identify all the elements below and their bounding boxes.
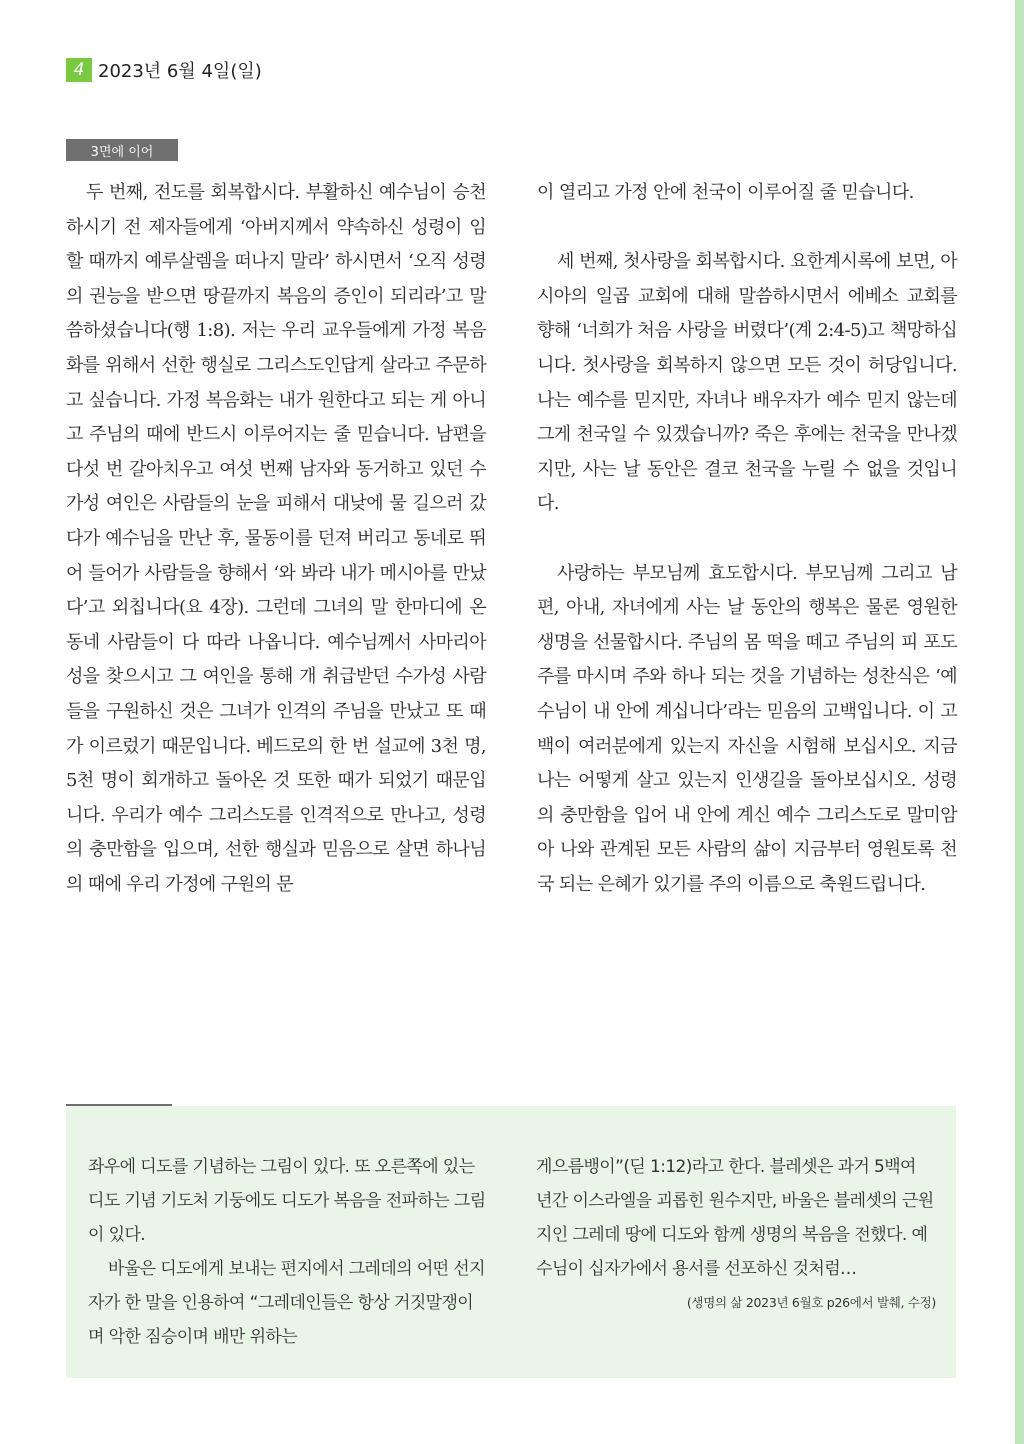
box-column-right: [536, 1150, 936, 1320]
page-number: 4: [66, 58, 92, 82]
issue-date: 2023년 6월 4일(일): [98, 61, 262, 82]
article-column-right: [537, 176, 957, 902]
source-citation: (생명의 삶 2023년 6월호 p26에서 발췌, 수정): [686, 1295, 936, 1310]
article-paragraph: 사랑하는 부모님께 효도합시다. 부모님께 그리고 남편, 아내, 자녀에게 사는 날 동안의 행복은 물론 영원한 생명을 선물합시다. 주님의 몸 떡을 떼고 주님의 피 포도주를 마시며 주와 하나 되는 것을 기념하는 성찬식은 ‘예수님이 내 안에 계십니다’라는 믿음의 고백입니다. 이 고백이 여러분에게 있는지 자신을 시험해 보십시오. 지금 나는 어떻게 살고 있는지 인생길을 돌아보십시오. 성령의 충만함을 입어 내 안에 계신 예수 그리스도로 말미암아 나와 관계된 모든 사람의 삶이 지금부터 영원토록 천국 되는 은혜가 있기를 주의 이름으로 축원드립니다.: [537, 562, 957, 895]
article-column-left: [66, 176, 486, 902]
box-column-left: [88, 1150, 488, 1354]
page-edge-stripe: [1015, 0, 1024, 1444]
box-paragraph: 게으름뱅이”(딛 1:12)라고 한다. 블레셋은 과거 5백여 년간 이스라엘을 괴롭힌 원수지만, 바울은 블레셋의 근원지인 그레데 땅에 디도와 함께 생명의 복음을 전했다. 예수님이 십자가에서 용서를 선포하신 것처럼…: [536, 1157, 934, 1279]
article-paragraph: 세 번째, 첫사랑을 회복합시다. 요한계시록에 보면, 아시아의 일곱 교회에 대해 말씀하시면서 에베소 교회를 향해 ‘너희가 처음 사랑을 버렸다’(계 2:4-5)고 책망하십니다. 첫사랑을 회복하지 않으면 모든 것이 허당입니다. 나는 예수를 믿지만, 자녀나 배우자가 예수 믿지 않는데 그게 천국일 수 있겠습니까? 죽은 후에는 천국을 만나겠지만, 사는 날 동안은 결코 천국을 누릴 수 없을 것입니다.: [537, 251, 957, 515]
continued-from-tag: 3면에 이어: [66, 139, 178, 161]
box-paragraph: 바울은 디도에게 보내는 편지에서 그레데의 어떤 선지자가 한 말을 인용하여 “그레데인들은 항상 거짓말쟁이며 악한 짐승이며 배만 위하는: [88, 1259, 485, 1347]
continued-article-box: [66, 1106, 956, 1378]
page-header: [66, 58, 262, 82]
box-paragraph: 좌우에 디도를 기념하는 그림이 있다. 또 오른쪽에 있는 디도 기념 기도처 기둥에도 디도가 복음을 전파하는 그림이 있다.: [88, 1157, 486, 1245]
article-paragraph: 두 번째, 전도를 회복합시다. 부활하신 예수님이 승천하시기 전 제자들에게 ‘아버지께서 약속하신 성령이 임할 때까지 예루살렘을 떠나지 말라’ 하시면서 ‘오직 성령의 권능을 받으면 땅끝까지 복음의 증인이 되리라’고 말씀하셨습니다(행 1:8). 저는 우리 교우들에게 가정 복음화를 위해서 선한 행실로 그리스도인답게 살라고 주문하고 싶습니다. 가정 복음화는 내가 원한다고 되는 게 아니고 주님의 때에 반드시 이루어지는 줄 믿습니다. 남편을 다섯 번 갈아치우고 여섯 번째 남자와 동거하고 있던 수가성 여인은 사람들의 눈을 피해서 대낮에 물 길으러 갔다가 예수님을 만난 후, 물동이를 던져 버리고 동네로 뛰어 들어가 사람들을 향해서 ‘와 봐라 내가 메시아를 만났다’고 외칩니다(요 4장). 그런데 그녀의 말 한마디에 온 동네 사람들이 다 따라 나옵니다. 예수님께서 사마리아성을 찾으시고 그 여인을 통해 개 취급받던 수가성 사람들을 구원하신 것은 그녀가 인격의 주님을 만났고 또 때가 이르렀기 때문입니다. 베드로의 한 번 설교에 3천 명, 5천 명이 회개하고 돌아온 것 또한 때가 되었기 때문입니다. 우리가 예수 그리스도를 인격적으로 만나고, 성령의 충만함을 입으며, 선한 행실과 믿음으로 살면 하나님의 때에 우리 가정에 구원의 문: [66, 182, 486, 895]
article-paragraph: 이 열리고 가정 안에 천국이 이루어질 줄 믿습니다.: [537, 182, 914, 203]
